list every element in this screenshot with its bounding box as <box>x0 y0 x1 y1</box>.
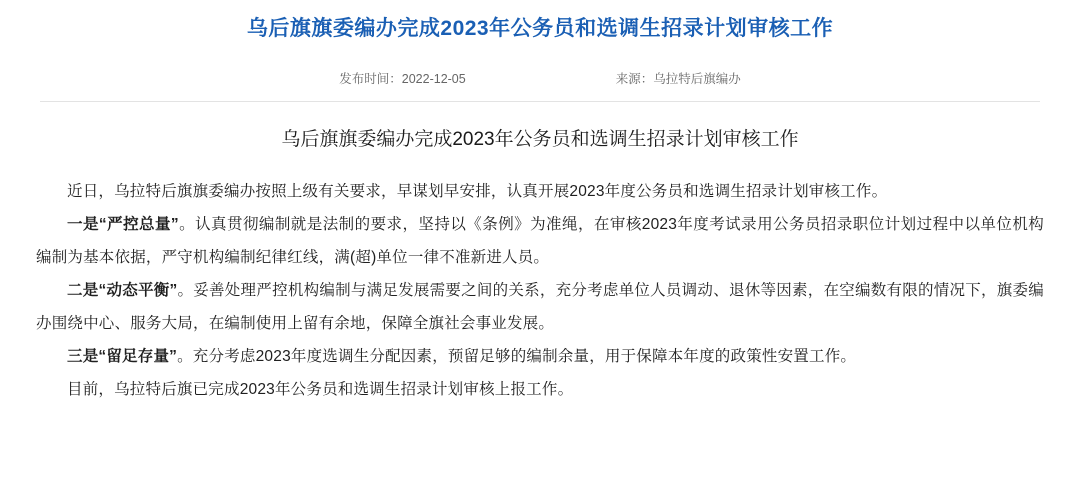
publish-time: 发布时间：2022-12-05 <box>339 72 466 87</box>
paragraph-lead: 三是“留足存量” <box>67 347 178 365</box>
article-source: 来源：乌拉特后旗编办 <box>615 72 741 87</box>
paragraph-text: 目前，乌拉特后旗已完成2023年公务员和选调生招录计划审核上报工作。 <box>67 380 574 398</box>
article-paragraph <box>36 208 1044 274</box>
paragraph-lead: 一是“严控总量” <box>67 215 179 233</box>
page-headline: 乌后旗旗委编办完成2023年公务员和选调生招录计划审核工作 <box>246 17 834 40</box>
article-paragraph <box>36 340 1044 373</box>
article-paragraph <box>36 175 1044 208</box>
article-title: 乌后旗旗委编办完成2023年公务员和选调生招录计划审核工作 <box>281 129 799 151</box>
paragraph-text: 。认真贯彻编制就是法制的要求，坚持以《条例》为准绳，在审核2023年度考试录用公务员招录职位计划过程中以单位机构编制为基本依据，严守机构编制纪律红线，满(超)单位一律不准新进人员。 <box>36 215 1044 266</box>
article-paragraph <box>36 373 1044 406</box>
article-meta <box>0 53 1080 101</box>
paragraph-text: 。妥善处理严控机构编制与满足发展需要之间的关系，充分考虑单位人员调动、退休等因素，在空编数有限的情况下，旗委编办围绕中心、服务大局，在编制使用上留有余地，保障全旗社会事业发展。 <box>36 281 1044 332</box>
article-paragraph <box>36 274 1044 340</box>
paragraph-lead: 二是“动态平衡” <box>67 281 178 299</box>
paragraph-text: 近日，乌拉特后旗旗委编办按照上级有关要求，早谋划早安排，认真开展2023年度公务员和选调生招录计划审核工作。 <box>67 182 888 200</box>
paragraph-text: 。充分考虑2023年度选调生分配因素，预留足够的编制余量，用于保障本年度的政策性安置工作。 <box>177 347 857 365</box>
article-body <box>0 102 1080 406</box>
